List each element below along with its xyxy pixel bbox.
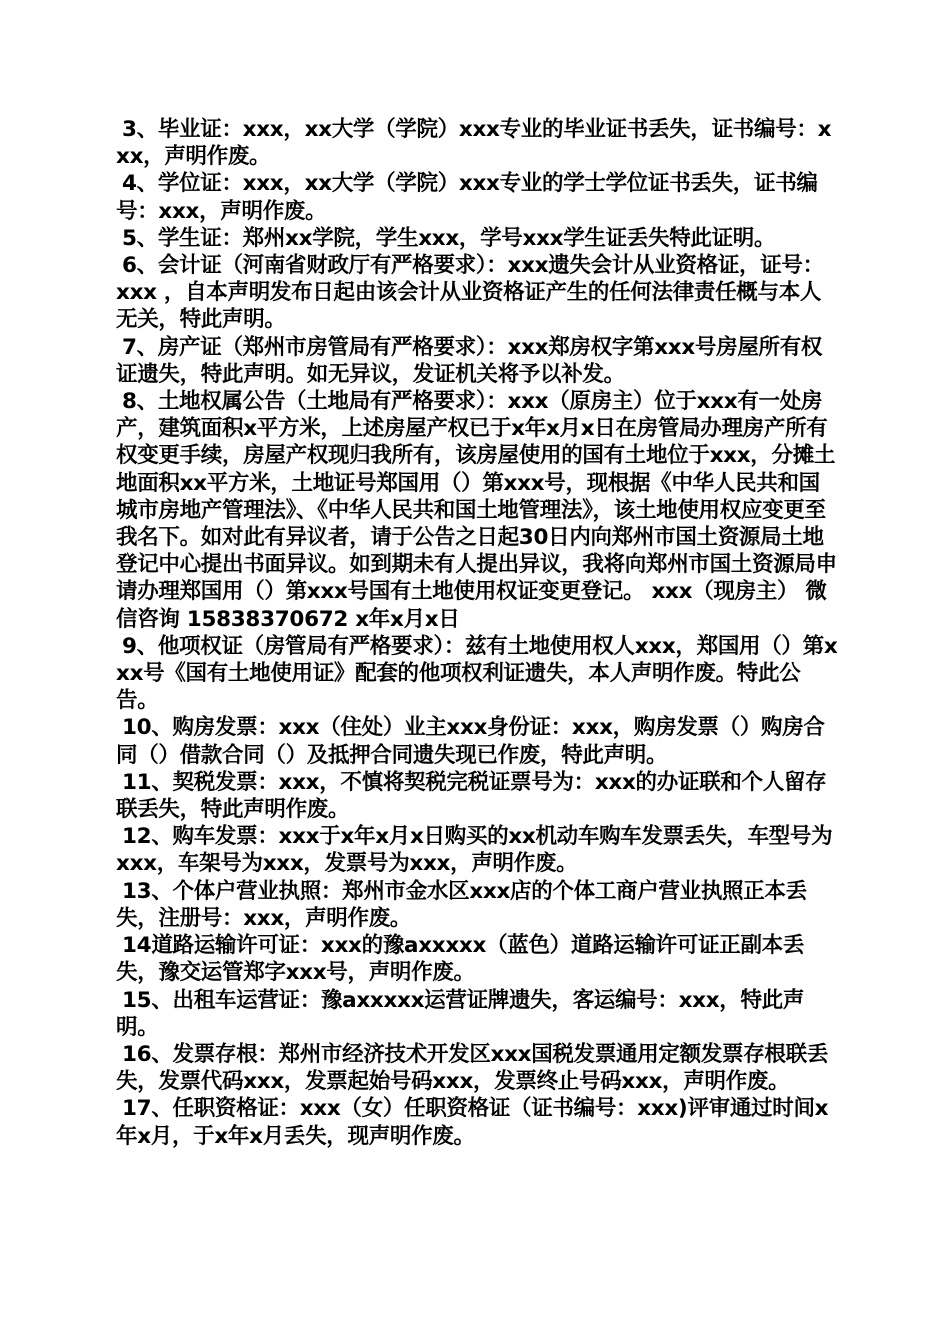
paragraph-home-purchase-invoice: 10、购房发票：xxx（住处）业主xxx身份证：xxx，购房发票（）购房合同（）借款合同（）及抵押合同遗失现已作废，特此声明。 bbox=[116, 715, 825, 768]
paragraph-graduation-certificate: 3、毕业证：xxx，xx大学（学院）xxx专业的毕业证书丢失，证书编号：xxx，声明作废。 bbox=[116, 117, 832, 170]
paragraph-property-certificate: 7、房产证（郑州市房管局有严格要求）：xxx郑房权字第xxx号房屋所有权证遗失，特此声明。如无异议，发证机关将予以补发。 bbox=[116, 334, 823, 387]
paragraph-deed-tax-invoice: 11、契税发票：xxx，不慎将契税完税证票号为：xxx的办证联和个人留存联丢失，特此声明作废。 bbox=[116, 769, 827, 823]
document-body bbox=[116, 116, 840, 1150]
paragraph-car-purchase-invoice: 12、购车发票：xxx于x年x月x日购买的xx机动车购车发票丢失，车型号为xxx，车架号为xxx，发票号为xxx，声明作废。 bbox=[116, 824, 833, 877]
paragraph-taxi-operation-certificate: 15、出租车运营证：豫axxxxx运营证牌遗失，客运编号：xxx，特此声明。 bbox=[116, 987, 805, 1040]
paragraph-land-ownership-notice: 8、土地权属公告（土地局有严格要求）：xxx（原房主）位于xxx有一处房产，建筑面积x平方米，上述房屋产权已于x年x月x日在房管局办理房产所有权变更手续，房屋产权现归我所有，该房屋使用的国有土地位于xxx，分摊土地面积xx平方米，土地证号郑国用（）第xxx号，现根据《中华人民共和国城市房地产管理法》、《中华人民共和国土地管理法》，该土地使用权应变更至我名下。如对此有异议者，请于公告之日起30日内向郑州市国土资源局土地登记中心提出书面异议。如到期未有人提出异议，我将向郑州市国土资源局申请办理郑国用（）第xxx号国有土地使用权证变更登记。 xxx（现房主） 微信咨询 15838370672 x年x月x日 bbox=[116, 389, 837, 632]
paragraph-business-license: 13、个体户营业执照：郑州市金水区xxx店的个体工商户营业执照正本丢失，注册号：xxx，声明作废。 bbox=[116, 878, 807, 931]
paragraph-invoice-stub: 16、发票存根：郑州市经济技术开发区xxx国税发票通用定额发票存根联丢失，发票代码xxx，发票起始号码xxx，发票终止号码xxx，声明作废。 bbox=[116, 1041, 829, 1095]
paragraph-accounting-certificate: 6、会计证（河南省财政厅有严格要求）：xxx遗失会计从业资格证，证号： xxx ，自本声明发布日起由该会计从业资格证产生的任何法律责任概与本人无关，特此声明。 bbox=[116, 253, 824, 333]
paragraph-other-rights-certificate: 9、他项权证（房管局有严格要求）：兹有土地使用权人xxx，郑国用（）第xxx号《国有土地使用证》配套的他项权利证遗失，本人声明作废。特此公告。 bbox=[116, 633, 838, 714]
paragraph-student-card: 5、学生证：郑州xx学院，学生xxx，学号xxx学生证丢失特此证明。 bbox=[122, 225, 776, 251]
paragraph-qualification-certificate: 17、任职资格证：xxx（女）任职资格证（证书编号：xxx)评审通过时间x年x月，于x年x月丢失，现声明作废。 bbox=[116, 1096, 829, 1149]
paragraph-road-transport-permit: 14道路运输许可证：xxx的豫axxxxx（蓝色）道路运输许可证正副本丢失，豫交运管郑字xxx号，声明作废。 bbox=[116, 933, 805, 986]
paragraph-degree-certificate: 4、学位证：xxx，xx大学（学院）xxx专业的学士学位证书丢失，证书编号：xxx，声明作废。 bbox=[116, 171, 818, 224]
